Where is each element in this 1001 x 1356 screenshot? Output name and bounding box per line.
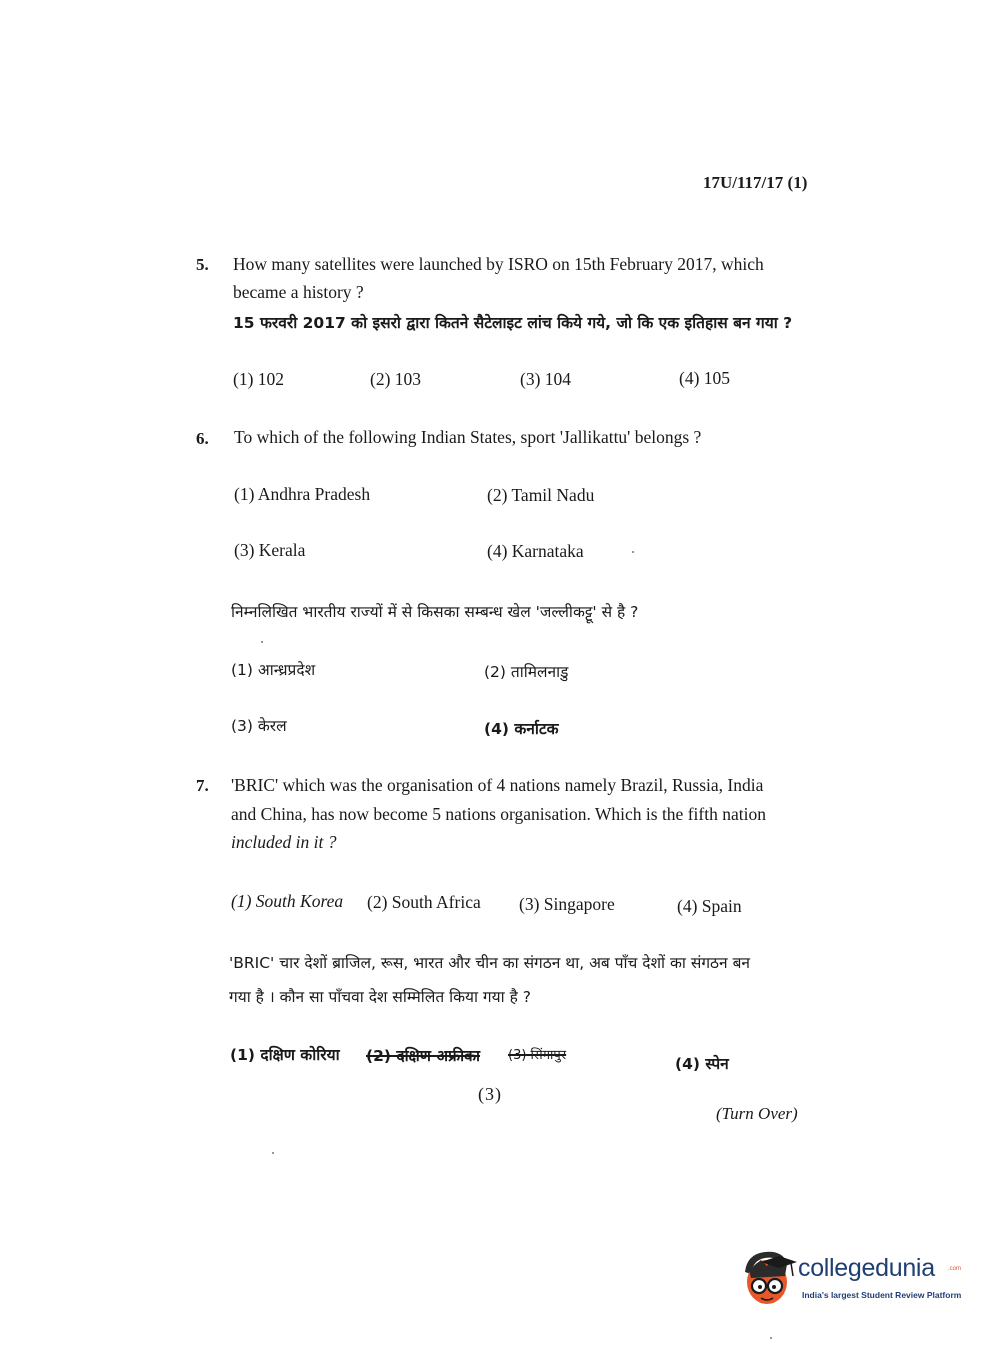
question-text-line: How many satellites were launched by ISRO on 15th February 2017, which — [233, 254, 764, 274]
watermark-com: .com — [948, 1266, 962, 1272]
hindi-option-4: (4) कर्नाटक — [484, 720, 559, 738]
turn-over-note: (Turn Over) — [716, 1104, 798, 1123]
question-text-hindi-line: 'BRIC' चार देशों ब्राजिल, रूस, भारत और चीन का संगठन था, अब पाँच देशों का संगठन बन — [229, 954, 751, 972]
hindi-option-4: (4) स्पेन — [675, 1055, 729, 1073]
hindi-option-1: (1) आन्ध्रप्रदेश — [231, 661, 316, 679]
option-4: (4) Karnataka — [487, 541, 584, 561]
question-text-line: included in it ? — [231, 832, 337, 852]
option-1: (1) Andhra Pradesh — [234, 484, 371, 504]
question-number: 5. — [196, 255, 209, 274]
question-text-hindi: 15 फरवरी 2017 को इसरो द्वारा कितने सैटेलाइट लांच किये गये, जो कि एक इतिहास बन गया ? — [233, 314, 793, 332]
hindi-option-2: (2) तामिलनाडु — [484, 663, 569, 681]
question-text-hindi-line: गया है । कौन सा पाँचवा देश सम्मिलित किया गया है ? — [229, 988, 531, 1006]
paper-code: 17U/117/17 (1) — [703, 173, 808, 192]
scan-speck — [261, 641, 263, 643]
question-text-line: became a history ? — [233, 282, 364, 302]
option-2: (2) Tamil Nadu — [487, 485, 595, 505]
question-text-line: 'BRIC' which was the organisation of 4 nations namely Brazil, Russia, India — [231, 775, 764, 795]
option-4: (4) 105 — [679, 368, 731, 388]
scan-speck — [632, 551, 634, 553]
question-text-line: and China, has now become 5 nations organisation. Which is the fifth nation — [231, 804, 766, 824]
option-3: (3) 104 — [520, 369, 572, 389]
hindi-option-3: (3) सिंगापुर — [508, 1048, 567, 1063]
question-text: To which of the following Indian States, sport 'Jallikattu' belongs ? — [234, 427, 702, 447]
collegedunia-watermark — [741, 1248, 971, 1318]
option-1: (1) 102 — [233, 369, 285, 389]
scan-speck — [272, 1152, 274, 1154]
option-4: (4) Spain — [677, 896, 742, 916]
watermark-tagline: India's largest Student Review Platform — [802, 1290, 962, 1300]
option-3: (3) Kerala — [234, 540, 306, 560]
hindi-option-1: (1) दक्षिण कोरिया — [230, 1046, 340, 1064]
mascot-icon — [741, 1248, 797, 1312]
option-2: (2) 103 — [370, 369, 422, 389]
question-number: 6. — [196, 429, 209, 448]
question-number: 7. — [196, 776, 209, 795]
option-2: (2) South Africa — [367, 892, 481, 912]
question-text-hindi: निम्नलिखित भारतीय राज्यों में से किसका सम्बन्ध खेल 'जल्लीकट्टू' से है ? — [231, 603, 639, 621]
page-number: (3) — [478, 1084, 502, 1104]
hindi-option-2: (2) दक्षिण अफ्रीका — [366, 1047, 481, 1065]
option-1: (1) South Korea — [231, 891, 344, 911]
option-3: (3) Singapore — [519, 894, 615, 914]
watermark-brand: collegedunia — [798, 1254, 935, 1282]
hindi-option-3: (3) केरल — [231, 717, 287, 735]
scan-speck — [770, 1337, 772, 1339]
